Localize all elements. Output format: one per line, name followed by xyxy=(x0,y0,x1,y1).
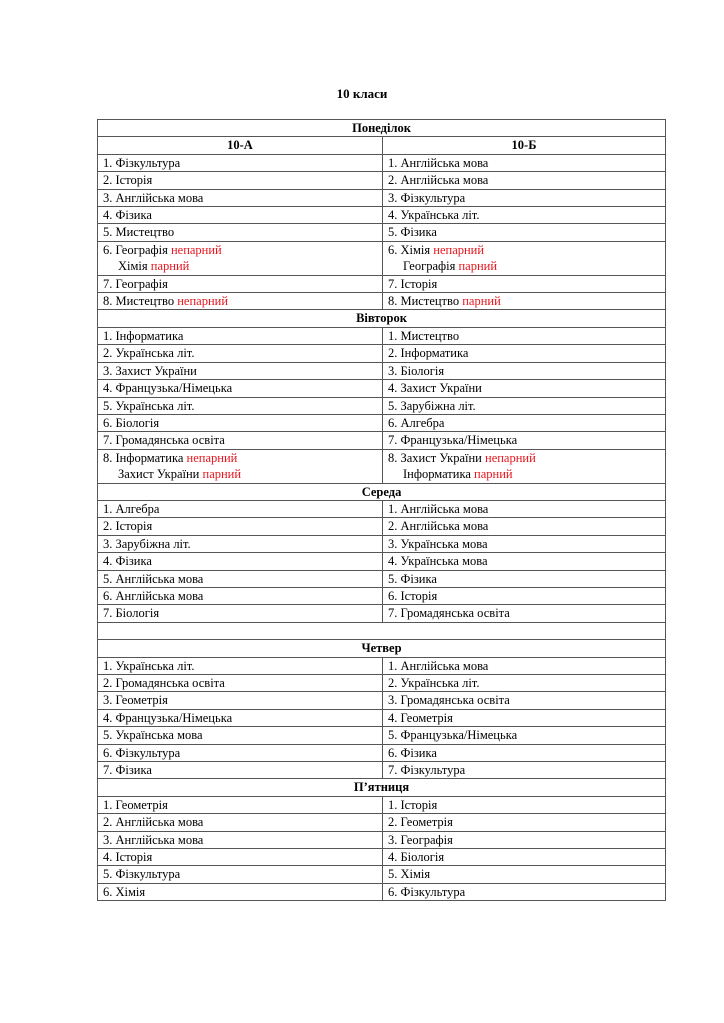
lesson-line xyxy=(388,328,660,344)
lesson-row xyxy=(98,866,666,883)
lesson-name: Географія xyxy=(403,259,456,274)
lesson-cell-10b xyxy=(383,327,666,344)
lesson-cell-10a xyxy=(98,207,383,224)
lesson-name: 7. Історія xyxy=(388,276,438,291)
day-header: Четвер xyxy=(98,640,666,657)
lesson-row xyxy=(98,883,666,900)
lesson-cell-10a xyxy=(98,727,383,744)
lesson-row xyxy=(98,500,666,517)
lesson-cell-10a xyxy=(98,414,383,431)
lesson-name: 5. Українська літ. xyxy=(103,398,195,413)
lesson-cell-10b xyxy=(383,432,666,449)
lesson-line xyxy=(103,155,377,171)
lesson-line xyxy=(103,884,377,900)
lesson-name: 2. Інформатика xyxy=(388,346,469,361)
lesson-cell-10a xyxy=(98,293,383,310)
lesson-cell-10a xyxy=(98,883,383,900)
lesson-name: Хімія xyxy=(118,259,148,274)
lesson-cell-10b xyxy=(383,674,666,691)
lesson-line xyxy=(103,658,377,674)
lesson-line xyxy=(388,710,660,726)
lesson-cell-10b xyxy=(383,831,666,848)
week-parity-tag: непарний xyxy=(186,450,238,465)
lesson-line xyxy=(388,536,660,552)
lesson-row xyxy=(98,709,666,726)
lesson-name: 7. Біологія xyxy=(103,606,160,621)
lesson-name: 7. Географія xyxy=(103,276,168,291)
lesson-line xyxy=(388,276,660,292)
lesson-line xyxy=(388,675,660,691)
week-parity-tag: непарний xyxy=(485,450,536,465)
lesson-cell-10b xyxy=(383,224,666,241)
lesson-row xyxy=(98,535,666,552)
lesson-row xyxy=(98,518,666,535)
lesson-name: 6. Історія xyxy=(388,588,438,603)
lesson-cell-10a xyxy=(98,224,383,241)
lesson-name: 6. Алгебра xyxy=(388,415,445,430)
day-header-row xyxy=(98,483,666,500)
lesson-name: 2. Англійська мова xyxy=(388,519,489,534)
lesson-name: 5. Українська мова xyxy=(103,728,203,743)
lesson-row xyxy=(98,207,666,224)
lesson-name: 3. Біологія xyxy=(388,363,445,378)
lesson-line xyxy=(103,415,377,431)
lesson-line xyxy=(388,207,660,223)
lesson-row xyxy=(98,587,666,604)
lesson-name: 6. Фізика xyxy=(388,745,437,760)
lesson-row xyxy=(98,692,666,709)
lesson-row xyxy=(98,762,666,779)
lesson-name: 3. Географія xyxy=(388,832,453,847)
lesson-cell-10a xyxy=(98,241,383,275)
lesson-cell-10a xyxy=(98,657,383,674)
lesson-line xyxy=(103,762,377,778)
lesson-cell-10a xyxy=(98,518,383,535)
lesson-line xyxy=(388,571,660,587)
lesson-line xyxy=(388,797,660,813)
lesson-name: 3. Фізкультура xyxy=(388,190,466,205)
lesson-name: 5. Фізика xyxy=(388,225,437,240)
lesson-name: 4. Фізика xyxy=(103,554,152,569)
lesson-name: 6. Хімія xyxy=(388,242,431,257)
week-parity-tag: непарний xyxy=(170,242,222,257)
lesson-name: 7. Громадянська освіта xyxy=(103,433,225,448)
week-parity-tag: непарний xyxy=(177,294,229,309)
lesson-row xyxy=(98,293,666,310)
lesson-line xyxy=(388,553,660,569)
lesson-cell-10a xyxy=(98,432,383,449)
lesson-cell-10a xyxy=(98,796,383,813)
lesson-cell-10b xyxy=(383,241,666,275)
lesson-cell-10b xyxy=(383,397,666,414)
lesson-cell-10b xyxy=(383,692,666,709)
day-header-row xyxy=(98,120,666,137)
week-parity-tag: парний xyxy=(202,467,242,482)
lesson-cell-10b xyxy=(383,293,666,310)
lesson-name: 3. Англійська мова xyxy=(103,190,204,205)
lesson-name: 4. Історія xyxy=(103,850,153,865)
week-parity-tag: непарний xyxy=(433,242,485,257)
lesson-line xyxy=(103,398,377,414)
lesson-name: 7. Громадянська освіта xyxy=(388,606,510,621)
lesson-cell-10b xyxy=(383,189,666,206)
week-parity-tag: парний xyxy=(462,294,501,309)
blank-cell xyxy=(98,622,666,639)
lesson-name: 4. Українська літ. xyxy=(388,208,480,223)
lesson-row xyxy=(98,275,666,292)
week-parity-tag: парний xyxy=(474,467,513,482)
lesson-name: 7. Фізика xyxy=(103,763,152,778)
lesson-name: 4. Захист України xyxy=(388,381,482,396)
lesson-line xyxy=(103,692,377,708)
lesson-row xyxy=(98,224,666,241)
lesson-line xyxy=(103,276,377,292)
lesson-cell-10b xyxy=(383,762,666,779)
lesson-row xyxy=(98,189,666,206)
lesson-name: 1. Англійська мова xyxy=(388,155,489,170)
lesson-line xyxy=(103,501,377,517)
lesson-cell-10b xyxy=(383,587,666,604)
lesson-cell-10a xyxy=(98,275,383,292)
lesson-line xyxy=(103,172,377,188)
lesson-name: 1. Англійська мова xyxy=(388,501,489,516)
lesson-line xyxy=(388,605,660,621)
lesson-row xyxy=(98,727,666,744)
lesson-row xyxy=(98,831,666,848)
lesson-name: 2. Історія xyxy=(103,173,153,188)
lesson-name: 2. Історія xyxy=(103,519,153,534)
lesson-line xyxy=(103,258,377,274)
lesson-name: Захист України xyxy=(118,467,200,482)
lesson-cell-10b xyxy=(383,605,666,622)
lesson-cell-10a xyxy=(98,709,383,726)
lesson-row xyxy=(98,849,666,866)
lesson-cell-10b xyxy=(383,275,666,292)
lesson-line xyxy=(388,380,660,396)
lesson-line xyxy=(388,745,660,761)
lesson-row xyxy=(98,674,666,691)
lesson-name: 6. Біологія xyxy=(103,415,160,430)
day-header: Вівторок xyxy=(98,310,666,327)
lesson-name: 6. Хімія xyxy=(103,884,146,899)
lesson-cell-10b xyxy=(383,866,666,883)
lesson-name: 6. Географія xyxy=(103,242,168,257)
lesson-name: 5. Мистецтво xyxy=(103,225,175,240)
lesson-cell-10a xyxy=(98,831,383,848)
lesson-name: 3. Українська мова xyxy=(388,536,488,551)
lesson-row xyxy=(98,241,666,275)
lesson-line xyxy=(388,258,660,274)
lesson-line xyxy=(388,727,660,743)
lesson-name: 1. Українська літ. xyxy=(103,658,195,673)
lesson-cell-10a xyxy=(98,380,383,397)
lesson-line xyxy=(388,849,660,865)
lesson-cell-10b xyxy=(383,709,666,726)
lesson-name: 1. Інформатика xyxy=(103,328,184,343)
lesson-cell-10b xyxy=(383,570,666,587)
lesson-name: 5. Хімія xyxy=(388,867,431,882)
lesson-name: 2. Геометрія xyxy=(388,815,453,830)
lesson-cell-10a xyxy=(98,762,383,779)
lesson-line xyxy=(388,190,660,206)
lesson-line xyxy=(103,518,377,534)
lesson-line xyxy=(388,345,660,361)
lesson-name: 2. Англійська мова xyxy=(388,173,489,188)
lesson-name: Інформатика xyxy=(403,467,471,482)
lesson-cell-10a xyxy=(98,570,383,587)
lesson-name: 1. Геометрія xyxy=(103,797,168,812)
lesson-row xyxy=(98,657,666,674)
lesson-cell-10a xyxy=(98,674,383,691)
week-parity-tag: парний xyxy=(458,259,498,274)
lesson-line xyxy=(388,224,660,240)
lesson-line xyxy=(388,866,660,882)
lesson-cell-10b xyxy=(383,345,666,362)
day-header-row xyxy=(98,640,666,657)
lesson-cell-10b xyxy=(383,380,666,397)
lesson-line xyxy=(103,727,377,743)
lesson-name: 6. Фізкультура xyxy=(388,884,466,899)
lesson-name: 5. Французька/Німецька xyxy=(388,728,518,743)
lesson-cell-10b xyxy=(383,849,666,866)
lesson-row xyxy=(98,327,666,344)
lesson-cell-10a xyxy=(98,154,383,171)
lesson-name: 4. Фізика xyxy=(103,208,152,223)
lesson-line xyxy=(103,345,377,361)
lesson-cell-10a xyxy=(98,553,383,570)
lesson-cell-10b xyxy=(383,500,666,517)
lesson-line xyxy=(388,432,660,448)
lesson-cell-10a xyxy=(98,327,383,344)
lesson-name: 4. Біологія xyxy=(388,850,445,865)
lesson-line xyxy=(388,155,660,171)
blank-row xyxy=(98,622,666,639)
lesson-line xyxy=(103,242,377,258)
lesson-line xyxy=(388,884,660,900)
lesson-cell-10b xyxy=(383,796,666,813)
lesson-name: 5. Фізика xyxy=(388,571,437,586)
day-header: Середа xyxy=(98,483,666,500)
class-header: 10-Б xyxy=(383,137,666,154)
lesson-cell-10b xyxy=(383,727,666,744)
lesson-name: 3. Англійська мова xyxy=(103,832,204,847)
lesson-name: 4. Українська мова xyxy=(388,554,488,569)
lesson-cell-10b xyxy=(383,553,666,570)
lesson-line xyxy=(388,832,660,848)
lesson-row xyxy=(98,380,666,397)
lesson-name: 8. Інформатика xyxy=(103,450,184,465)
lesson-line xyxy=(103,797,377,813)
lesson-name: 3. Геометрія xyxy=(103,693,168,708)
lesson-name: 4. Французька/Німецька xyxy=(103,381,233,396)
lesson-name: 2. Українська літ. xyxy=(388,675,480,690)
lesson-cell-10a xyxy=(98,500,383,517)
lesson-cell-10a xyxy=(98,172,383,189)
lesson-cell-10b xyxy=(383,154,666,171)
lesson-name: 8. Мистецтво xyxy=(103,294,175,309)
lesson-name: 2. Українська літ. xyxy=(103,346,195,361)
lesson-line xyxy=(388,518,660,534)
lesson-line xyxy=(388,450,660,466)
lesson-row xyxy=(98,744,666,761)
lesson-line xyxy=(103,363,377,379)
lesson-row xyxy=(98,796,666,813)
lesson-line xyxy=(103,866,377,882)
lesson-name: 1. Англійська мова xyxy=(388,658,489,673)
lesson-name: 2. Англійська мова xyxy=(103,815,204,830)
lesson-name: 3. Громадянська освіта xyxy=(388,693,510,708)
page-title: 10 класи xyxy=(336,86,388,101)
lesson-name: 5. Зарубіжна літ. xyxy=(388,398,476,413)
lesson-cell-10b xyxy=(383,172,666,189)
lesson-cell-10a xyxy=(98,449,383,483)
lesson-cell-10b xyxy=(383,744,666,761)
lesson-line xyxy=(103,832,377,848)
schedule-body xyxy=(98,120,666,901)
lesson-line xyxy=(103,207,377,223)
lesson-line xyxy=(103,814,377,830)
lesson-line xyxy=(103,328,377,344)
lesson-name: 1. Алгебра xyxy=(103,501,160,516)
lesson-line xyxy=(388,588,660,604)
lesson-name: 4. Французька/Німецька xyxy=(103,710,233,725)
lesson-row xyxy=(98,553,666,570)
lesson-row xyxy=(98,814,666,831)
lesson-name: 1. Історія xyxy=(388,797,438,812)
lesson-row xyxy=(98,172,666,189)
lesson-name: 5. Англійська мова xyxy=(103,571,204,586)
lesson-line xyxy=(103,466,377,482)
lesson-cell-10a xyxy=(98,692,383,709)
lesson-cell-10b xyxy=(383,883,666,900)
lesson-row xyxy=(98,362,666,379)
lesson-line xyxy=(103,588,377,604)
schedule-table xyxy=(97,119,666,901)
lesson-cell-10a xyxy=(98,397,383,414)
lesson-cell-10a xyxy=(98,744,383,761)
lesson-line xyxy=(103,450,377,466)
lesson-line xyxy=(103,536,377,552)
lesson-cell-10a xyxy=(98,362,383,379)
lesson-line xyxy=(103,745,377,761)
lesson-line xyxy=(103,380,377,396)
lesson-name: 2. Громадянська освіта xyxy=(103,675,225,690)
lesson-cell-10a xyxy=(98,189,383,206)
lesson-line xyxy=(388,814,660,830)
lesson-line xyxy=(388,242,660,258)
lesson-cell-10a xyxy=(98,587,383,604)
lesson-line xyxy=(388,172,660,188)
lesson-line xyxy=(388,762,660,778)
lesson-name: 3. Захист України xyxy=(103,363,197,378)
lesson-line xyxy=(103,190,377,206)
lesson-cell-10a xyxy=(98,605,383,622)
class-header-row xyxy=(98,137,666,154)
lesson-cell-10b xyxy=(383,207,666,224)
lesson-name: 6. Фізкультура xyxy=(103,745,181,760)
lesson-row xyxy=(98,570,666,587)
lesson-row xyxy=(98,605,666,622)
lesson-name: 7. Французька/Німецька xyxy=(388,433,518,448)
day-header: П’ятниця xyxy=(98,779,666,796)
lesson-line xyxy=(103,710,377,726)
lesson-row xyxy=(98,397,666,414)
lesson-cell-10b xyxy=(383,449,666,483)
lesson-cell-10b xyxy=(383,518,666,535)
lesson-name: 6. Англійська мова xyxy=(103,588,204,603)
lesson-line xyxy=(103,224,377,240)
lesson-line xyxy=(388,363,660,379)
lesson-line xyxy=(388,658,660,674)
lesson-cell-10b xyxy=(383,535,666,552)
lesson-name: 7. Фізкультура xyxy=(388,763,466,778)
day-header-row xyxy=(98,779,666,796)
lesson-name: 8. Мистецтво xyxy=(388,294,460,309)
lesson-cell-10b xyxy=(383,814,666,831)
lesson-name: 3. Зарубіжна літ. xyxy=(103,536,191,551)
lesson-cell-10a xyxy=(98,345,383,362)
lesson-cell-10a xyxy=(98,535,383,552)
lesson-line xyxy=(103,849,377,865)
lesson-row xyxy=(98,432,666,449)
lesson-cell-10a xyxy=(98,814,383,831)
day-header: Понеділок xyxy=(98,120,666,137)
lesson-cell-10b xyxy=(383,657,666,674)
lesson-row xyxy=(98,154,666,171)
lesson-row xyxy=(98,345,666,362)
lesson-line xyxy=(388,415,660,431)
lesson-row xyxy=(98,414,666,431)
lesson-cell-10b xyxy=(383,414,666,431)
lesson-line xyxy=(388,398,660,414)
lesson-line xyxy=(388,692,660,708)
lesson-line xyxy=(103,605,377,621)
lesson-name: 5. Фізкультура xyxy=(103,867,181,882)
lesson-name: 1. Мистецтво xyxy=(388,328,460,343)
lesson-cell-10b xyxy=(383,362,666,379)
week-parity-tag: парний xyxy=(150,259,190,274)
lesson-row xyxy=(98,449,666,483)
lesson-line xyxy=(388,293,660,309)
lesson-name: 1. Фізкультура xyxy=(103,155,181,170)
lesson-cell-10a xyxy=(98,866,383,883)
lesson-line xyxy=(103,571,377,587)
class-header: 10-А xyxy=(98,137,383,154)
lesson-line xyxy=(103,675,377,691)
lesson-name: 8. Захист України xyxy=(388,450,482,465)
lesson-line xyxy=(103,432,377,448)
lesson-line xyxy=(103,553,377,569)
day-header-row xyxy=(98,310,666,327)
lesson-line xyxy=(103,293,377,309)
lesson-line xyxy=(388,501,660,517)
lesson-cell-10a xyxy=(98,849,383,866)
lesson-name: 4. Геометрія xyxy=(388,710,453,725)
lesson-line xyxy=(388,466,660,482)
